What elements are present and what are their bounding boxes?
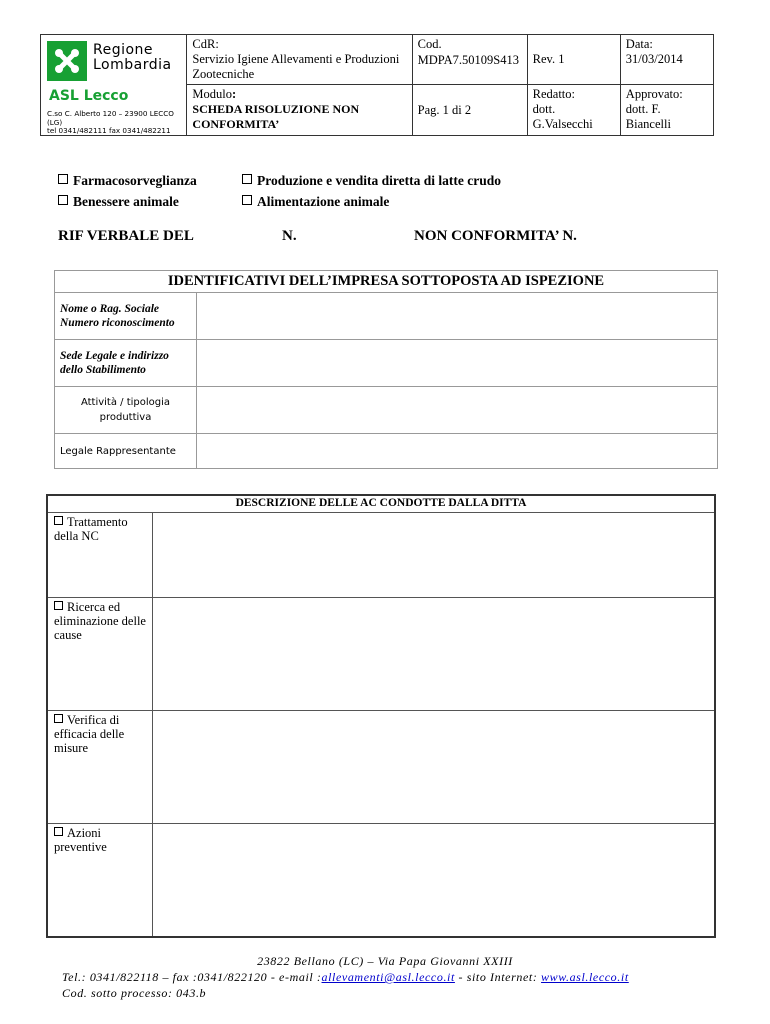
checkbox-farmacosorveglianza[interactable] [58, 173, 197, 189]
field-nome-rag-sociale[interactable] [197, 293, 718, 340]
logo-cell [41, 35, 187, 136]
field-azioni-preventive[interactable] [153, 824, 716, 938]
footer-email-link[interactable]: allevamenti@asl.lecco.it [321, 970, 455, 984]
region-name [93, 43, 172, 73]
data-cell [620, 35, 713, 85]
label-ricerca-cause [47, 598, 153, 711]
descrizione-title: DESCRIZIONE DELLE AC CONDOTTE DALLA DITTA [47, 495, 715, 513]
header-table [40, 34, 714, 136]
region-name-line2: Lombardia [93, 57, 172, 73]
label-azioni-preventive [47, 824, 153, 938]
cod-cell [412, 35, 527, 85]
desc-label-text: Azioni preventive [54, 826, 107, 854]
footer-contacts [62, 970, 629, 985]
rif-n-label: N. [282, 228, 297, 244]
field-legale-rappresentante[interactable] [197, 434, 718, 469]
asl-name: ASL Lecco [49, 88, 129, 104]
identificativi-title: IDENTIFICATIVI DELL’IMPRESA SOTTOPOSTA AD ISPEZIONE [55, 271, 718, 293]
checkbox-alimentazione-animale[interactable] [242, 194, 389, 210]
label-verifica-efficacia [47, 711, 153, 824]
checkbox-benessere-animale[interactable] [58, 194, 179, 210]
regione-lombardia-logo-icon [47, 41, 87, 81]
modulo-cell [187, 85, 412, 136]
data-value: 31/03/2014 [625, 52, 683, 66]
field-ricerca-cause[interactable] [153, 598, 716, 711]
redatto-cell [527, 85, 620, 136]
approvato-label: Approvato: [625, 87, 683, 101]
modulo-value: SCHEDA RISOLUZIONE NON CONFORMITA’ [192, 102, 360, 131]
redatto-label: Redatto: [532, 87, 575, 101]
rif-verbale-label: RIF VERBALE DEL [58, 228, 194, 244]
checkbox-square-icon[interactable] [54, 827, 63, 836]
label-attivita: Attività / tipologia produttiva [55, 387, 197, 434]
rif-nc-label: NON CONFORMITA’ N. [414, 228, 577, 244]
field-attivita[interactable] [197, 387, 718, 434]
identificativi-table [54, 270, 718, 469]
desc-label-text: Verifica di efficacia delle misure [54, 713, 125, 755]
descrizione-table [46, 494, 716, 938]
cdr-cell [187, 35, 412, 85]
field-trattamento[interactable] [153, 513, 716, 598]
rev-cell: Rev. 1 [527, 35, 620, 85]
checkbox-label: Benessere animale [73, 194, 179, 209]
desc-label-text: Trattamento della NC [54, 515, 128, 543]
checkbox-square-icon[interactable] [54, 601, 63, 610]
asl-phone: tel 0341/482111 fax 0341/482211 [47, 126, 171, 135]
cod-value: MDPA7.50109S413 [417, 53, 519, 67]
modulo-colon: : [232, 87, 237, 101]
label-legale-rappresentante: Legale Rappresentante [55, 434, 197, 469]
label-sede-legale: Sede Legale e indirizzo dello Stabilimento [55, 340, 197, 387]
checkbox-label: Produzione e vendita diretta di latte crudo [257, 173, 501, 188]
checkbox-produzione-latte[interactable] [242, 173, 501, 189]
label-trattamento [47, 513, 153, 598]
checkbox-square-icon[interactable] [54, 714, 63, 723]
footer-process-code: Cod. sotto processo: 043.b [62, 986, 207, 1000]
data-label: Data: [625, 37, 653, 51]
footer-address: 23822 Bellano (LC) – Via Papa Giovanni XXIII [257, 954, 513, 968]
field-sede-legale[interactable] [197, 340, 718, 387]
checkbox-square-icon[interactable] [242, 174, 252, 184]
footer-site-link[interactable]: www.asl.lecco.it [541, 970, 629, 984]
checkbox-square-icon[interactable] [58, 195, 68, 205]
checkbox-square-icon[interactable] [54, 516, 63, 525]
asl-address: C.so C. Alberto 120 – 23900 LECCO (LG) [47, 109, 174, 127]
checkbox-square-icon[interactable] [58, 174, 68, 184]
cdr-value: Servizio Igiene Allevamenti e Produzioni Zootecniche [192, 52, 400, 81]
region-name-line1: Regione [93, 42, 154, 58]
label-nome-rag-sociale: Nome o Rag. Sociale Numero riconoscimento [55, 293, 197, 340]
cod-label: Cod. [417, 37, 442, 51]
field-verifica-efficacia[interactable] [153, 711, 716, 824]
desc-label-text: Ricerca ed eliminazione delle cause [54, 600, 146, 642]
asl-address-block [47, 110, 187, 136]
checkbox-label: Alimentazione animale [257, 194, 390, 209]
approvato-value: dott. F. Biancelli [625, 102, 671, 131]
modulo-label: Modulo [192, 87, 232, 101]
checkbox-square-icon[interactable] [242, 195, 252, 205]
page-cell: Pag. 1 di 2 [412, 85, 527, 136]
footer-tel: Tel.: 0341/822118 – fax :0341/822120 - e-mail : [62, 970, 322, 984]
footer-site-label: - sito Internet: [454, 970, 542, 984]
redatto-value: dott. G.Valsecchi [532, 102, 593, 131]
checkbox-label: Farmacosorveglianza [73, 173, 197, 188]
cdr-label: CdR: [192, 37, 219, 51]
approvato-cell [620, 85, 713, 136]
